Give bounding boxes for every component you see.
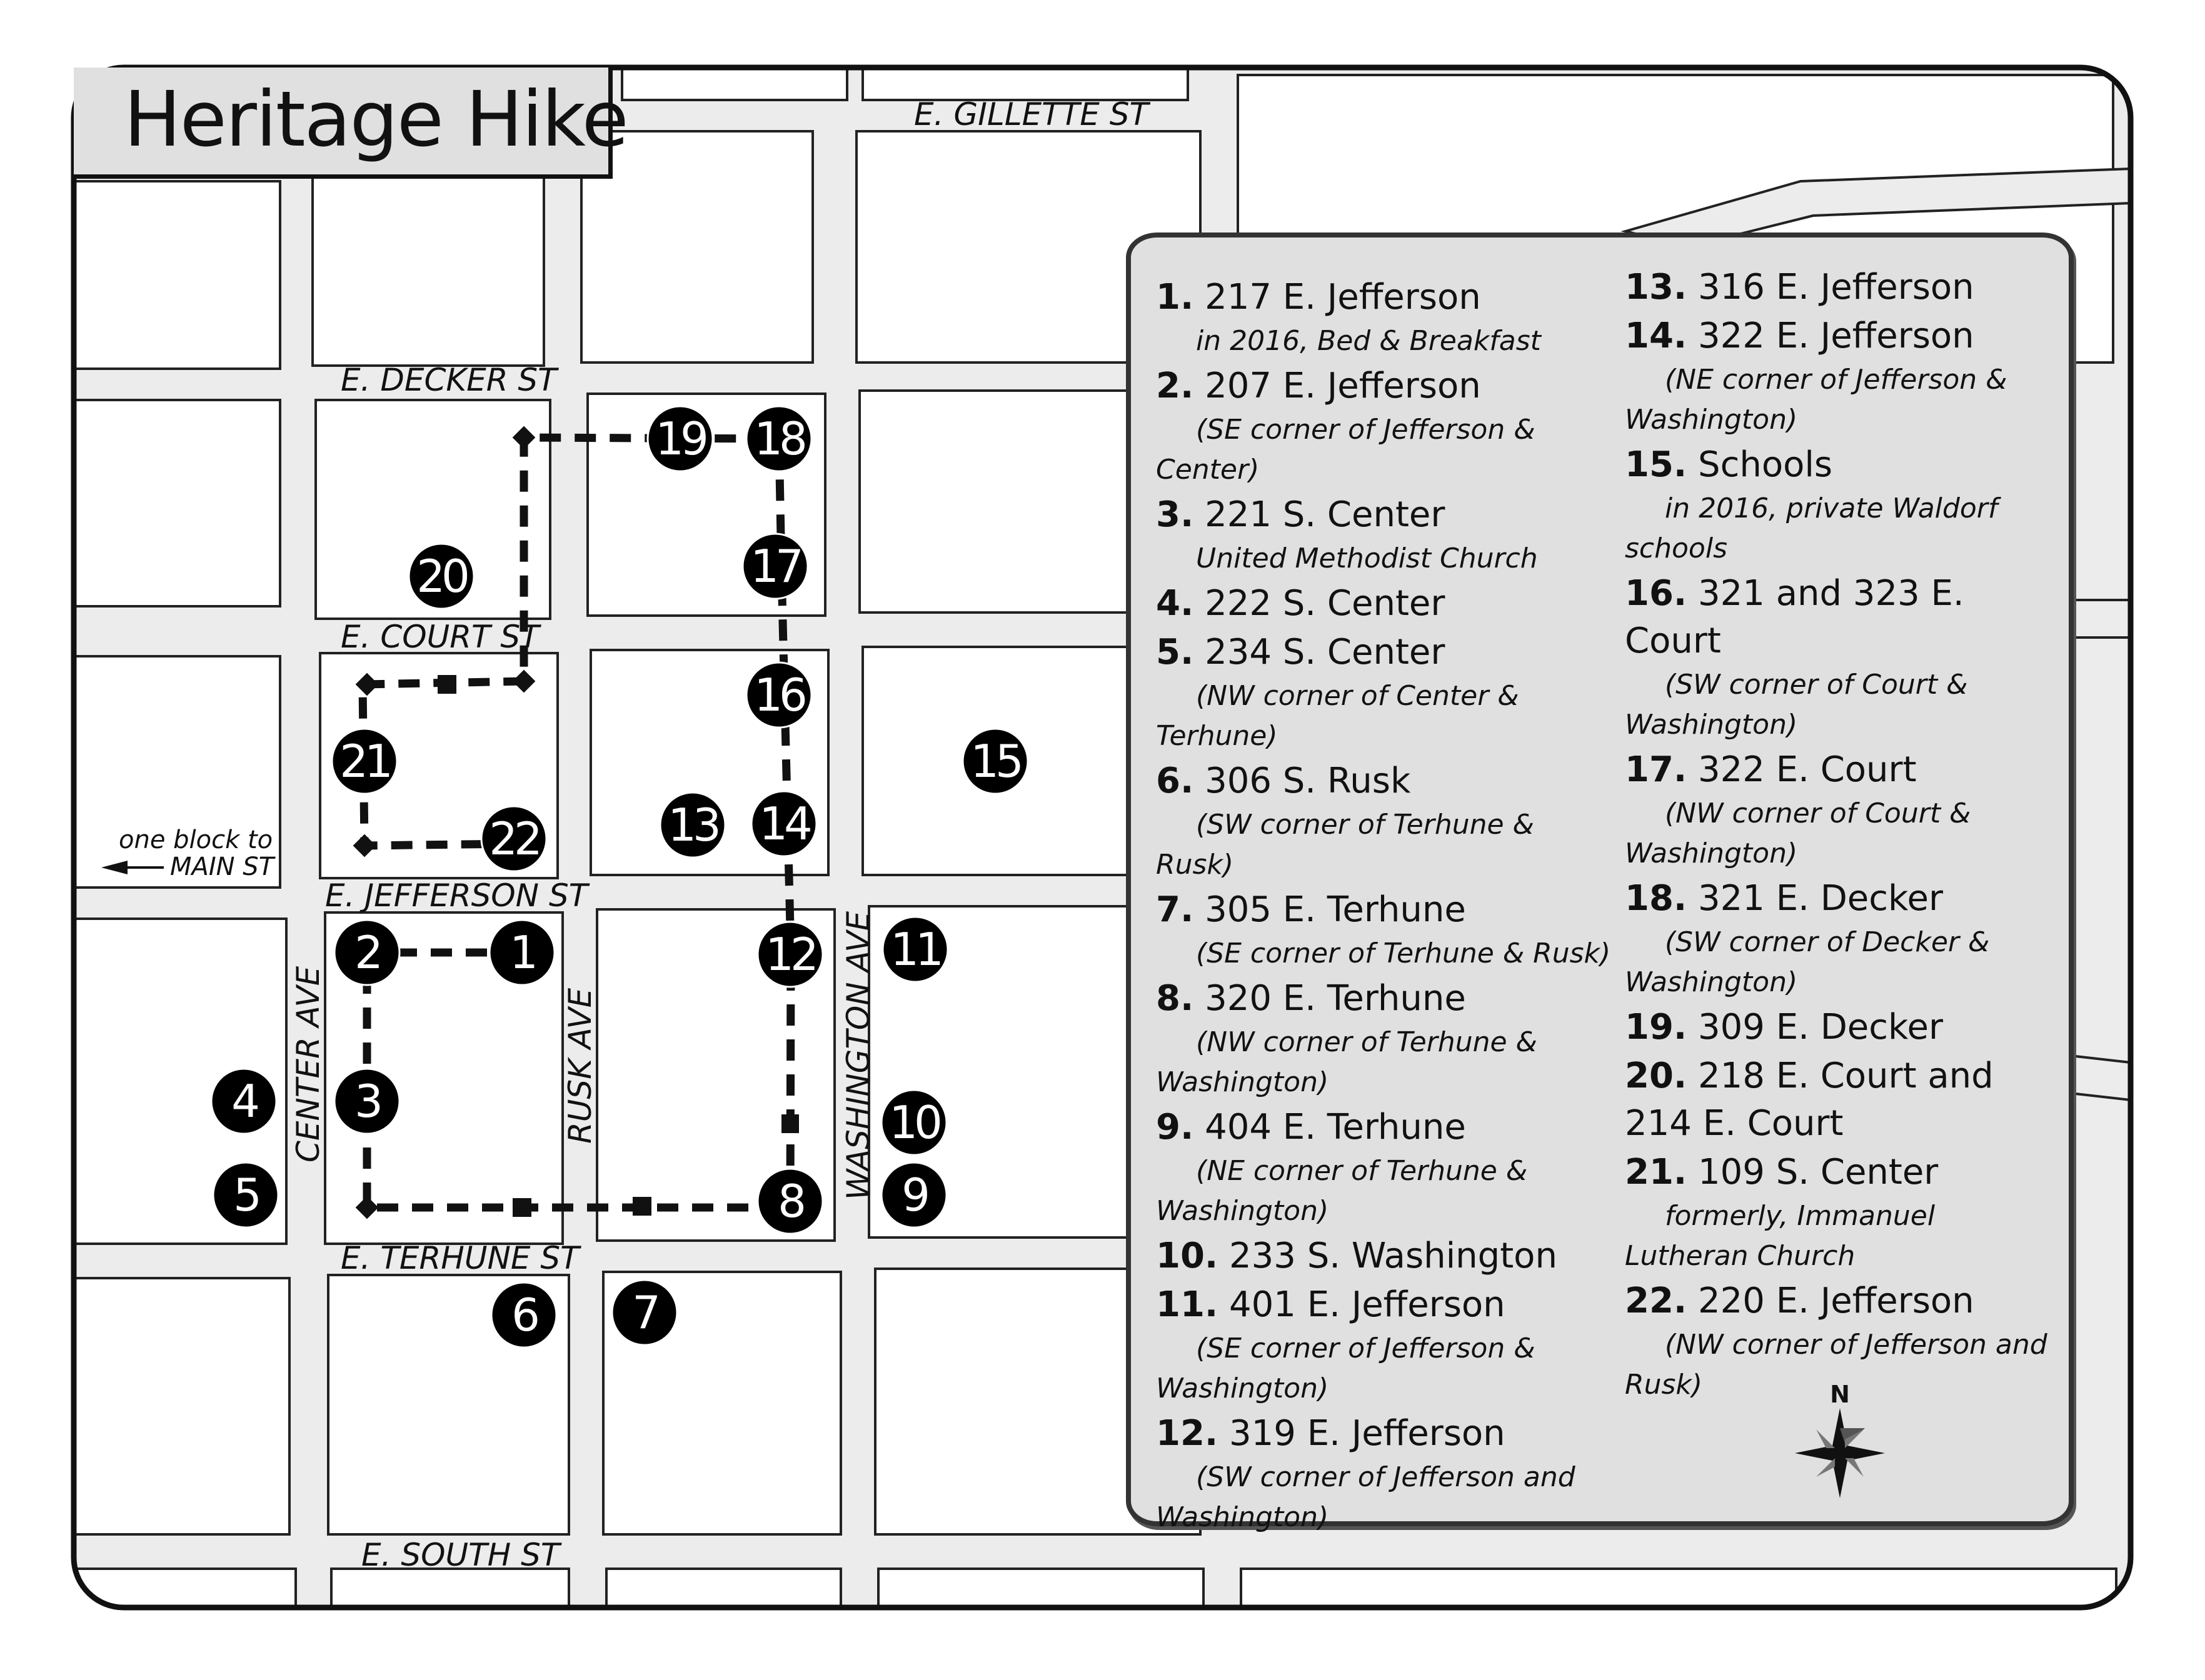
legend-entry — [1625, 746, 2062, 874]
compass-north-label: N — [1830, 1381, 1850, 1408]
stop-marker-label: 19 — [655, 412, 705, 465]
legend-entry-description: (NW corner of Jefferson and Rusk) — [1625, 1329, 2047, 1401]
legend-entry — [1156, 1410, 1619, 1538]
legend-entry-description: (NE corner of Jefferson & Washington) — [1625, 364, 2007, 436]
legend-entry-address: 306 S. Rusk — [1205, 761, 1411, 801]
stop-marker-5[interactable] — [213, 1162, 278, 1228]
legend-entry-description: (NW corner of Terhune & Washington) — [1156, 1026, 1537, 1098]
legend-entry-heading — [1156, 1281, 1619, 1329]
legend-entry-heading — [1625, 1149, 2062, 1196]
stop-marker-14[interactable] — [751, 791, 816, 856]
street-label-south: E. SOUTH ST — [361, 1537, 560, 1573]
legend-entry-address: 321 E. Decker — [1698, 878, 1943, 919]
stop-marker-label: 17 — [750, 540, 800, 592]
legend-entry-number: 10. — [1156, 1236, 1218, 1276]
legend-entry-address: 321 and 323 E. Court — [1625, 573, 1964, 661]
legend-entry-address: 401 E. Jefferson — [1229, 1284, 1505, 1325]
street-label-rusk: RUSK AVE — [562, 988, 598, 1144]
legend-entry-heading — [1625, 1052, 2062, 1148]
stop-marker-label: 14 — [759, 798, 809, 850]
legend-entry-heading — [1625, 875, 2062, 922]
street-label-jefferson: E. JEFFERSON ST — [325, 878, 588, 914]
legend-entry-description: (SE corner of Jefferson & Washington) — [1156, 1332, 1535, 1404]
legend-entry-number: 5. — [1156, 632, 1194, 672]
legend-entry — [1156, 975, 1619, 1102]
stop-marker-13[interactable] — [660, 792, 725, 858]
legend-entry-heading — [1156, 1104, 1619, 1151]
legend-entry — [1156, 1104, 1619, 1231]
stop-marker-label: 2 — [354, 926, 379, 979]
legend-entry-description: in 2016, private Waldorf schools — [1625, 492, 1998, 564]
street-label-center: CENTER AVE — [290, 966, 326, 1162]
stop-marker-21[interactable] — [332, 729, 397, 794]
legend-entry-number: 18. — [1625, 878, 1687, 919]
legend-entry-number: 16. — [1625, 573, 1687, 614]
legend-entry-address: 222 S. Center — [1205, 583, 1445, 624]
legend-entry — [1625, 1004, 2062, 1051]
stop-marker-17[interactable] — [743, 534, 808, 599]
legend-panel — [1126, 232, 2074, 1533]
stop-marker-12[interactable] — [758, 922, 823, 987]
legend-entry-heading — [1625, 1004, 2062, 1051]
legend-entry-description: (NW corner of Center & Terhune) — [1156, 680, 1519, 752]
legend-entry-number: 21. — [1625, 1152, 1687, 1192]
legend-entry — [1156, 1281, 1619, 1409]
legend-entry-heading — [1156, 629, 1619, 676]
legend-column-right — [1625, 264, 2062, 1406]
street-label-gillette: E. GILLETTE ST — [914, 96, 1149, 132]
legend-entry — [1625, 1052, 2062, 1148]
legend-entry — [1625, 312, 2062, 440]
stop-marker-label: 22 — [489, 812, 539, 865]
stop-marker-19[interactable] — [648, 406, 713, 471]
legend-entry-address: 207 E. Jefferson — [1205, 366, 1481, 406]
legend-entry-description: in 2016, Bed & Breakfast — [1196, 325, 1541, 357]
legend-entry-number: 7. — [1156, 889, 1194, 930]
legend-entry-number: 19. — [1625, 1007, 1687, 1048]
stop-marker-label: 12 — [765, 928, 815, 981]
legend-entry-number: 2. — [1156, 366, 1194, 406]
stop-marker-7[interactable] — [612, 1280, 677, 1345]
stop-marker-label: 4 — [231, 1075, 256, 1128]
legend-entry-address: 234 S. Center — [1205, 632, 1445, 672]
legend-entry-description: (SE corner of Terhune & Rusk) — [1196, 938, 1611, 969]
legend-entry — [1156, 629, 1619, 756]
legend-entry-heading — [1156, 886, 1619, 934]
stop-marker-label: 10 — [889, 1096, 939, 1149]
legend-entry-heading — [1156, 362, 1619, 410]
legend-entry-number: 8. — [1156, 978, 1194, 1019]
legend-entry-address: 316 E. Jefferson — [1698, 267, 1974, 308]
legend-entry-address: 404 E. Terhune — [1205, 1107, 1466, 1148]
legend-entry-description: (SW corner of Terhune & Rusk) — [1156, 809, 1534, 881]
legend-entry — [1625, 1149, 2062, 1276]
street-label-terhune: E. TERHUNE ST — [341, 1240, 580, 1276]
legend-entry-address: 309 E. Decker — [1698, 1007, 1943, 1048]
legend-column-left — [1156, 274, 1619, 1539]
main-street-note-line2: MAIN ST — [170, 852, 274, 881]
legend-entry-number: 14. — [1625, 316, 1687, 356]
legend-entry-number: 13. — [1625, 267, 1687, 308]
legend-entry-address: 218 E. Court and 214 E. Court — [1625, 1056, 1994, 1144]
legend-entry-description: (SW corner of Court & Washington) — [1625, 669, 1968, 741]
legend-entry — [1156, 274, 1619, 361]
legend-entry-heading — [1625, 441, 2062, 489]
legend-entry-heading — [1156, 274, 1619, 321]
legend-entry — [1156, 886, 1619, 974]
legend-entry — [1156, 758, 1619, 885]
stop-marker-label: 20 — [416, 550, 466, 602]
stop-marker-3[interactable] — [334, 1069, 399, 1134]
legend-entry-number: 1. — [1156, 277, 1194, 318]
stop-marker-1[interactable] — [490, 920, 555, 985]
legend-entry-address: 305 E. Terhune — [1205, 889, 1466, 930]
legend-entry-number: 9. — [1156, 1107, 1194, 1148]
legend-entry-heading — [1156, 491, 1619, 539]
street-label-court: E. COURT ST — [341, 619, 540, 655]
stop-marker-2[interactable] — [334, 920, 399, 985]
legend-entry-address: 322 E. Jefferson — [1698, 316, 1974, 356]
stop-marker-10[interactable] — [881, 1090, 947, 1155]
stop-marker-label: 11 — [890, 923, 940, 976]
legend-entry — [1625, 441, 2062, 569]
legend-entry-heading — [1156, 975, 1619, 1022]
legend-entry — [1625, 264, 2062, 311]
stop-marker-label: 15 — [970, 735, 1020, 788]
legend-entry-heading — [1156, 580, 1619, 628]
page-title: Heritage Hike — [124, 75, 628, 164]
stop-marker-15[interactable] — [963, 729, 1028, 794]
street-label-decker: E. DECKER ST — [341, 362, 557, 398]
legend-entry — [1156, 580, 1619, 628]
legend-entry-number: 17. — [1625, 749, 1687, 790]
legend-entry — [1625, 875, 2062, 1002]
legend-entry-number: 11. — [1156, 1284, 1218, 1325]
stop-marker-label: 1 — [510, 926, 535, 979]
stop-marker-20[interactable] — [409, 544, 474, 609]
legend-entry — [1156, 491, 1619, 579]
stop-marker-label: 7 — [632, 1286, 657, 1339]
legend-entry-number: 6. — [1156, 761, 1194, 801]
legend-entry-description: United Methodist Church — [1196, 542, 1538, 574]
stop-marker-18[interactable] — [746, 406, 811, 471]
legend-entry — [1156, 362, 1619, 490]
stop-marker-label: 8 — [778, 1175, 803, 1228]
legend-entry-description: formerly, Immanuel Lutheran Church — [1625, 1200, 1936, 1272]
legend-entry-heading — [1625, 264, 2062, 311]
legend-entry-number: 4. — [1156, 583, 1194, 624]
main-street-note-line1: one block to — [119, 826, 273, 854]
stop-marker-16[interactable] — [746, 662, 811, 728]
legend-entry-number: 20. — [1625, 1056, 1687, 1096]
legend-entry-heading — [1625, 570, 2062, 665]
stop-marker-11[interactable] — [883, 917, 948, 982]
street-label-washington: WASHINGTON AVE — [840, 911, 876, 1200]
stop-marker-4[interactable] — [211, 1069, 276, 1134]
legend-entry-description: (SW corner of Jefferson and Washington) — [1156, 1461, 1575, 1533]
legend-entry-number: 12. — [1156, 1413, 1218, 1454]
legend-entry-address: 217 E. Jefferson — [1205, 277, 1481, 318]
legend-entry-number: 22. — [1625, 1281, 1687, 1321]
legend-entry-address: 233 S. Washington — [1229, 1236, 1557, 1276]
legend-entry-number: 3. — [1156, 494, 1194, 535]
legend-entry-heading — [1156, 758, 1619, 805]
compass-rose-icon — [1794, 1375, 1894, 1500]
stop-marker-label: 16 — [754, 669, 804, 721]
legend-entry-heading — [1625, 746, 2062, 794]
stop-marker-label: 3 — [354, 1075, 379, 1128]
stop-marker-6[interactable] — [491, 1282, 556, 1348]
stop-marker-label: 5 — [233, 1169, 258, 1221]
legend-entry-description: (NW corner of Court & Washington) — [1625, 798, 1971, 869]
legend-entry-address: 221 S. Center — [1205, 494, 1445, 535]
legend-entry-heading — [1625, 312, 2062, 360]
stop-marker-label: 9 — [902, 1169, 927, 1221]
stop-marker-label: 6 — [511, 1289, 536, 1341]
legend-entry-number: 15. — [1625, 444, 1687, 485]
stop-marker-9[interactable] — [881, 1162, 947, 1228]
legend-entry-heading — [1625, 1278, 2062, 1325]
stop-marker-22[interactable] — [481, 806, 546, 871]
legend-entry — [1156, 1232, 1619, 1280]
legend-entry-address: 109 S. Center — [1698, 1152, 1939, 1192]
legend-entry-address: 220 E. Jefferson — [1698, 1281, 1974, 1321]
stop-marker-label: 13 — [668, 799, 718, 851]
legend-entry-address: Schools — [1698, 444, 1833, 485]
stop-marker-label: 21 — [339, 735, 389, 788]
stop-marker-8[interactable] — [758, 1169, 823, 1234]
legend-entry-address: 320 E. Terhune — [1205, 978, 1466, 1019]
legend-entry-description: (SE corner of Jefferson & Center) — [1156, 414, 1535, 486]
legend-entry-description: (NE corner of Terhune & Washington) — [1156, 1155, 1528, 1227]
stop-marker-label: 18 — [754, 412, 804, 465]
legend-entry-address: 319 E. Jefferson — [1229, 1413, 1505, 1454]
legend-entry-description: (SW corner of Decker & Washington) — [1625, 926, 1990, 998]
legend-entry-heading — [1156, 1232, 1619, 1280]
legend-entry-heading — [1156, 1410, 1619, 1458]
legend-entry — [1625, 570, 2062, 745]
legend-entry-address: 322 E. Court — [1698, 749, 1917, 790]
